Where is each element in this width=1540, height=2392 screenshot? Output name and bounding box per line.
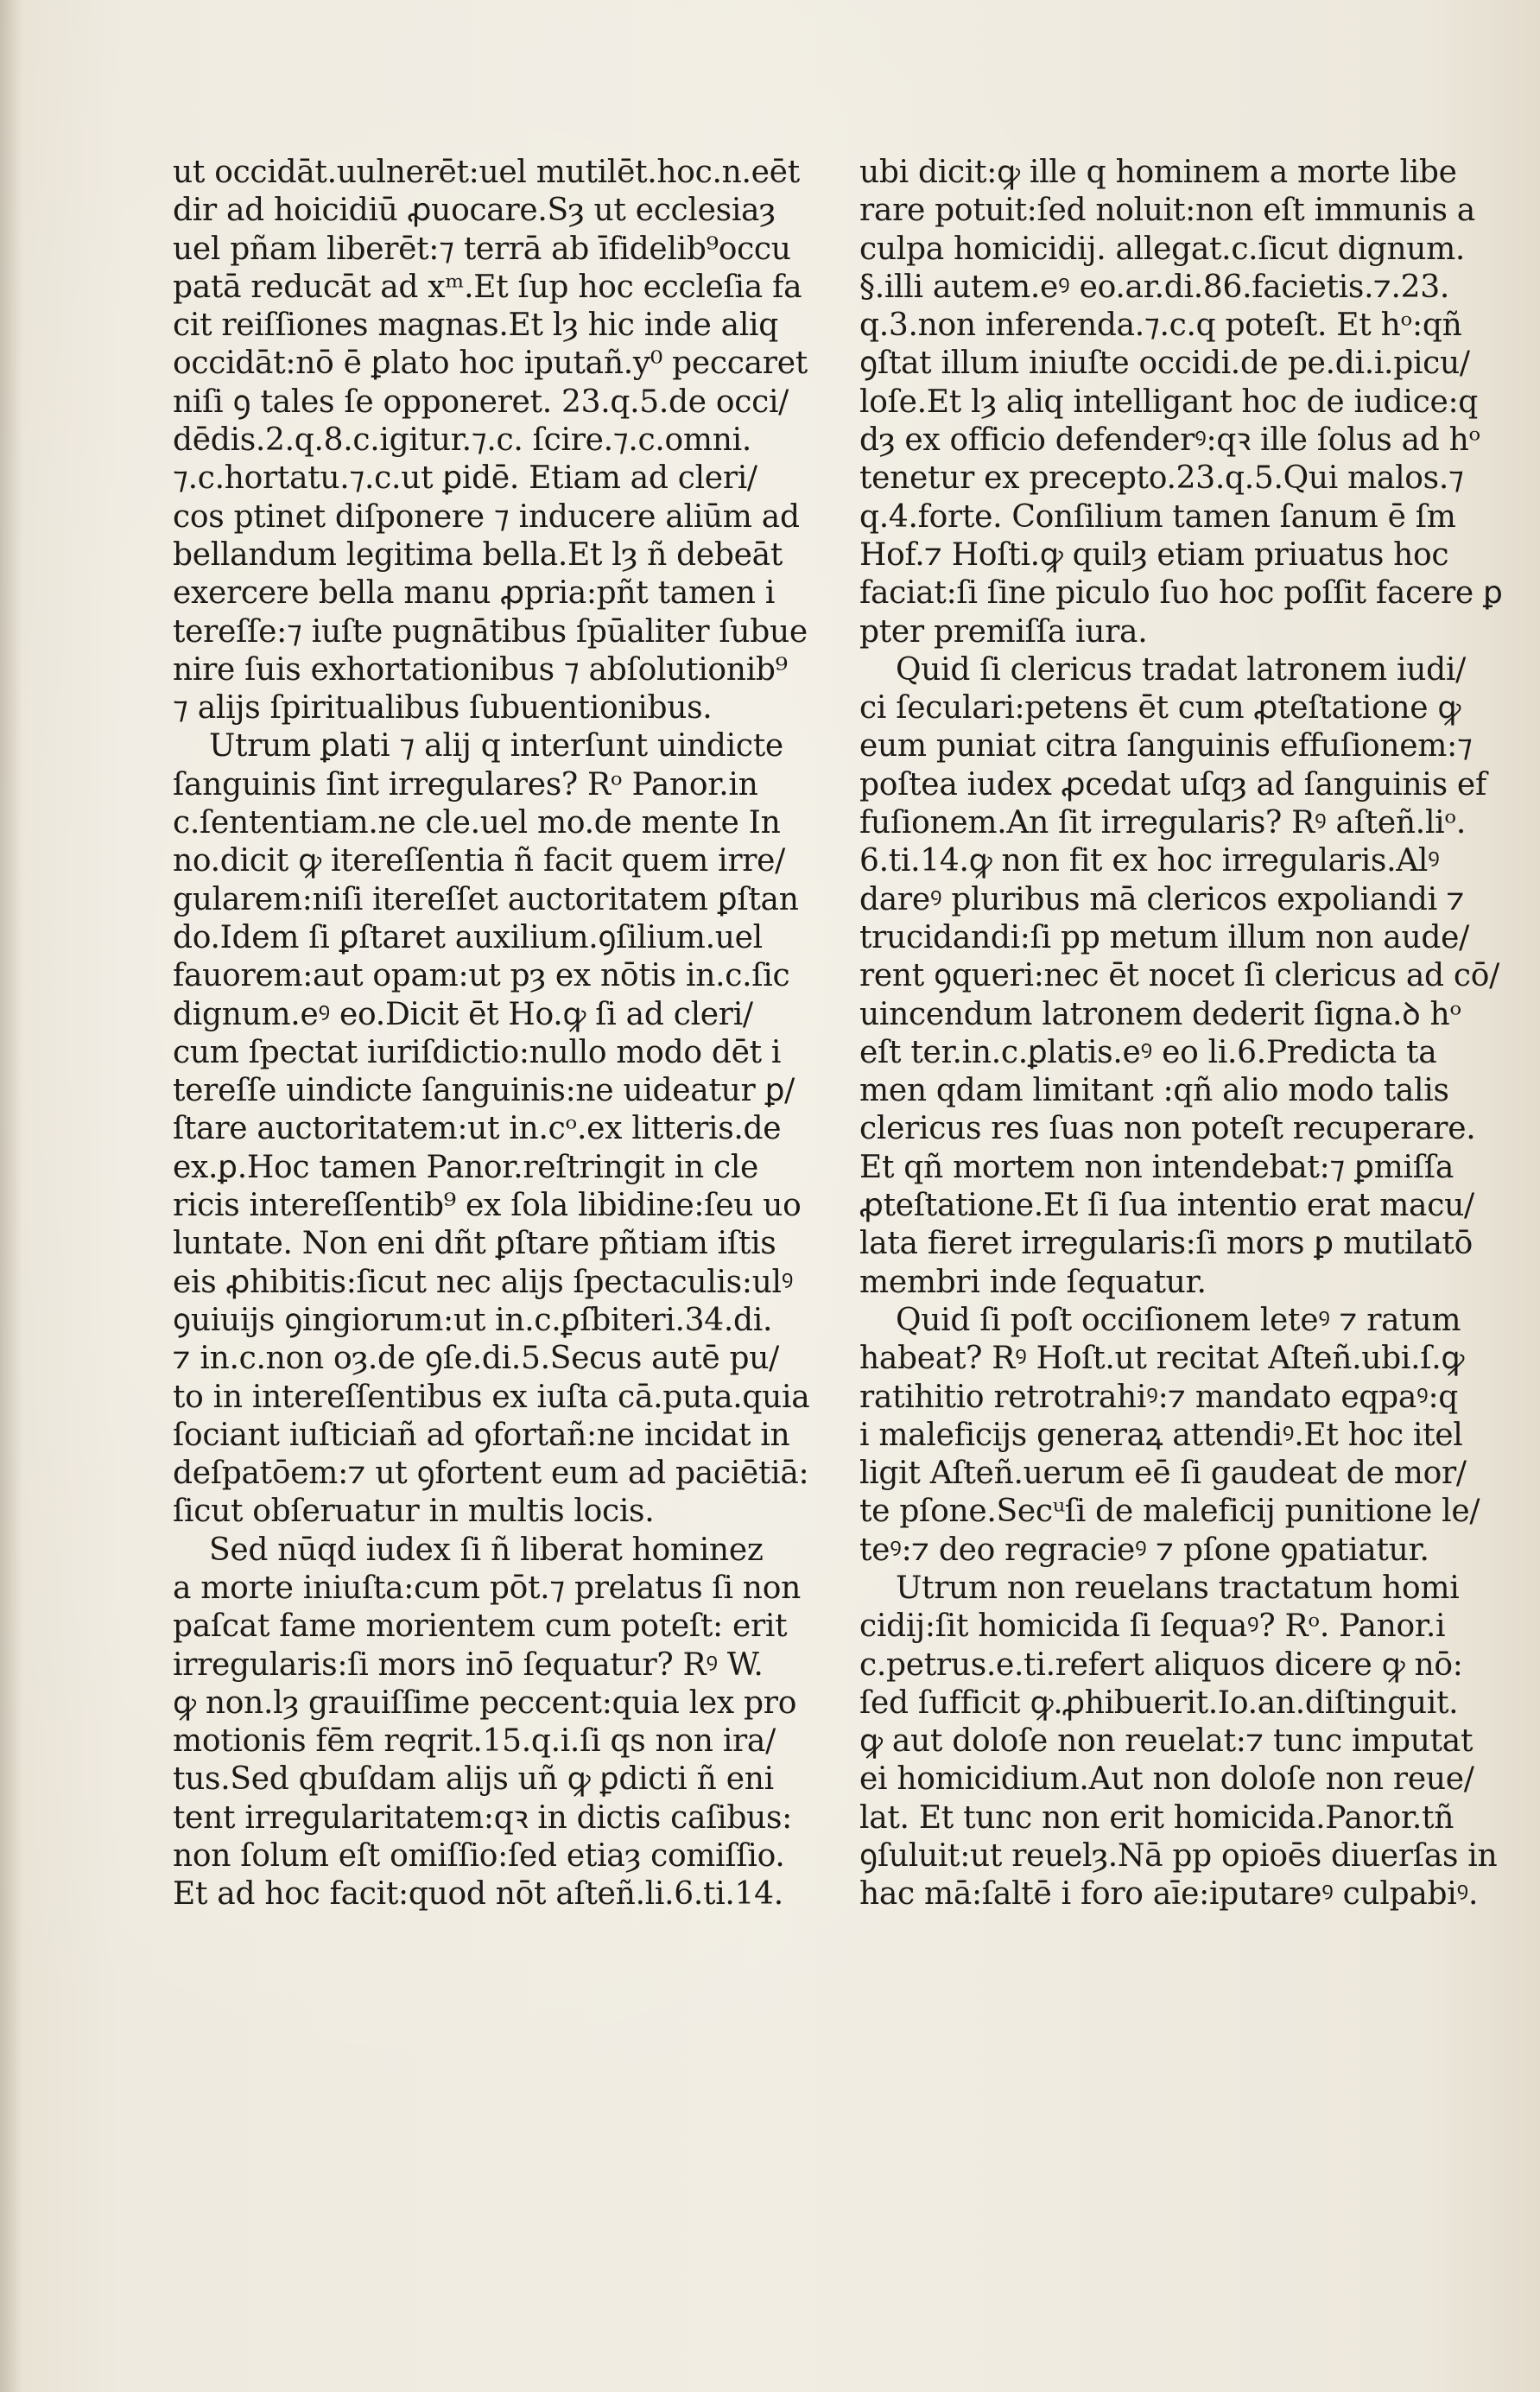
right-column-line: loſe.Et lȝ aliq intelligant hoc de iudice:q <box>859 384 1479 420</box>
right-column-line: tenetur ex precepto.23.q.5.Qui malos.⁊ <box>859 460 1464 497</box>
right-column-line: eum puniat citra ſanguinis effuſionem:⁊ <box>859 728 1473 765</box>
left-column-line: non ſolum eſt omiſſio:ſed etiaȝ comiſſio. <box>173 1838 785 1875</box>
left-column-line: cit reiſſiones magnas.Et lȝ hic inde aliq <box>173 308 779 344</box>
left-column-line: Utrum ꝑlati ⁊ alij q interſunt uindicte <box>209 728 783 765</box>
left-column-line: exercere bella manu ꝓpria:pñt tamen i <box>173 575 776 612</box>
right-column-line: c.petrus.e.ti.refert aliquos dicere ꝙ nō: <box>859 1646 1463 1683</box>
left-column-line: deſpatōem:⁊ ut ꝯfortent eum ad paciētiā: <box>173 1456 809 1492</box>
left-column-line: to in intereſſentibus ex iuſta cā.puta.quia <box>173 1379 810 1415</box>
left-column-line: do.Idem ſi ꝑſtaret auxilium.ꝯſilium.uel <box>173 919 763 955</box>
right-column-line: ratihitio retrotrahiꝰ:⁊ mandato eqpaꝰ:q <box>859 1379 1459 1415</box>
left-column-line: ſanguinis ſint irregulares? Rᵒ Panor.in <box>173 766 758 803</box>
right-column-line: trucidandi:ſi pp metum illum non aude/ <box>859 919 1469 955</box>
right-column-line: i maleficijs generaꝝ attendiꝰ.Et hoc itel <box>859 1417 1463 1453</box>
left-column-line: no.dicit ꝙ itereſſentia ñ facit quem irre/ <box>173 843 786 879</box>
right-column-line: §.illi autem.eꝰ eo.ar.di.86.facietis.⁊.23. <box>859 269 1449 305</box>
left-column-line: ricis intereſſentib⁹ ex ſola libidine:ſeu uo <box>173 1188 802 1224</box>
left-column-line: dir ad hoicidiū ꝓuocare.Sȝ ut ecclesiaȝ <box>173 193 776 229</box>
right-column-line: fuſionem.An ſit irregularis? Rꝰ aſteñ.liᵒ. <box>859 805 1467 841</box>
left-column-line: ⁊ in.c.non oȝ.de ꝯſe.di.5.Secus autē pu/ <box>173 1341 779 1377</box>
right-column-line: ci ſeculari:petens ēt cum ꝓteſtatione ꝙ <box>859 690 1461 726</box>
left-column-line: uel pñam liberēt:⁊ terrā ab īfidelib⁹occu <box>173 231 791 267</box>
right-text-column <box>859 154 1503 1914</box>
left-column-line: dēdis.2.q.8.c.igitur.⁊.c. ſcire.⁊.c.omni. <box>173 422 751 459</box>
left-column-line: tus.Sed qbuſdam alijs uñ ꝙ ꝑdicti ñ eni <box>173 1761 774 1798</box>
right-column-line: cidij:ſit homicida ſi ſequaꝰ? Rᵒ. Panor.i <box>859 1608 1446 1645</box>
left-column-line: tereſſe uindicte ſanguinis:ne uideatur ꝑ/ <box>173 1073 795 1109</box>
right-column-line: Utrum non reuelans tractatum homi <box>896 1570 1460 1606</box>
left-column-line: niſi ꝯ tales ſe opponeret. 23.q.5.de occi/ <box>173 384 789 420</box>
right-column-line: rare potuit:ſed noluit:non eſt immunis a <box>859 193 1475 229</box>
left-text-column <box>173 154 825 1914</box>
right-column-line: ligit Aſteñ.uerum eē ſi gaudeat de mor/ <box>859 1456 1467 1492</box>
left-column-line: luntate. Non eni dñt ꝑſtare pñtiam iſtis <box>173 1226 776 1262</box>
left-column-line: cum ſpectat iuriſdictio:nullo modo dēt i <box>173 1034 782 1070</box>
left-column-line: Sed nūqd iudex ſi ñ liberat hominez <box>209 1532 764 1568</box>
left-column-line: dignum.eꝰ eo.Dicit ēt Ho.ꝙ ſi ad cleri/ <box>173 996 753 1032</box>
left-column-line: gularem:niſi itereſſet auctoritatem ꝑſtan <box>173 881 799 917</box>
left-column-line: eis ꝓhibitis:ſicut nec alijs ſpectaculis:ulꝰ <box>173 1264 794 1300</box>
left-column-line: ſociant iuſticiañ ad ꝯfortañ:ne incidat in <box>173 1417 790 1453</box>
right-column-line: Et qñ mortem non intendebat:⁊ ꝑmiſſa <box>859 1149 1454 1185</box>
right-column-line: ſed ſufficit ꝙ.ꝓhibuerit.Io.an.diſtinguit. <box>859 1685 1459 1721</box>
left-column-line: ⁊.c.hortatu.⁊.c.ut ꝑidē. Etiam ad cleri/ <box>173 460 757 497</box>
left-column-line: tent irregularitatem:qꝛ in dictis caſibus: <box>173 1799 793 1836</box>
right-column-line: dȝ ex officio defenderꝰ:qꝛ ille ſolus ad hᵒ <box>859 422 1481 459</box>
left-column-line: occidāt:nō ē ꝑlato hoc iputañ.y⁰ peccaret <box>173 346 808 382</box>
right-column-line: membri inde ſequatur. <box>859 1264 1207 1300</box>
right-column-line: faciat:ſi ſine piculo ſuo hoc poſſit facere ꝑ <box>859 575 1503 612</box>
right-column-line: ꝯſuluit:ut reuelȝ.Nā pp opioēs diuerſas in <box>859 1838 1498 1875</box>
right-column-line: ꝓteſtatione.Et ſi ſua intentio erat macu/ <box>859 1188 1474 1224</box>
right-column-line: Quid ſi poſt occiſionem leteꝰ ⁊ ratum <box>896 1302 1461 1338</box>
right-column-line: Quid ſi clericus tradat latronem iudi/ <box>896 651 1466 688</box>
right-column-line: ꝯſtat illum iniuſte occidi.de pe.di.i.picu/ <box>859 346 1470 382</box>
right-column-line: pter premiſſa iura. <box>859 613 1148 650</box>
left-column-line: ſtare auctoritatem:ut in.cᵒ.ex litteris.de <box>173 1111 782 1147</box>
left-column-line: a morte iniuſta:cum pōt.⁊ prelatus ſi non <box>173 1570 801 1606</box>
left-column-line: irregularis:ſi mors inō ſequatur? Rꝰ W. <box>173 1646 764 1683</box>
right-column-line: q.4.forte. Conſilium tamen ſanum ē ſm <box>859 498 1456 535</box>
left-column-line: cos ptinet diſponere ⁊ inducere aliūm ad <box>173 498 800 535</box>
right-column-line: q.3.non inferenda.⁊.c.q poteſt. Et hᵒ:qñ <box>859 308 1462 344</box>
right-column-line: clericus res ſuas non poteſt recuperare. <box>859 1111 1476 1147</box>
left-column-line: ⁊ alijs ſpiritualibus ſubuentionibus. <box>173 690 713 726</box>
left-column-line: ſicut obſeruatur in multis locis. <box>173 1494 655 1530</box>
right-column-line: 6.ti.14.ꝙ non fit ex hoc irregularis.Alꝰ <box>859 843 1440 879</box>
right-column-line: eſt ter.in.c.ꝑlatis.eꝰ eo li.6.Predicta ta <box>859 1034 1437 1070</box>
left-column-line: c.ſententiam.ne cle.uel mo.de mente In <box>173 805 781 841</box>
left-column-line: fauorem:aut opam:ut pȝ ex nōtis in.c.ſic <box>173 958 790 994</box>
left-column-line: Et ad hoc facit:quod nōt aſteñ.li.6.ti.14. <box>173 1876 783 1913</box>
right-column-line: ꝙ aut doloſe non reuelat:⁊ tunc imputat <box>859 1723 1473 1760</box>
right-column-line: culpa homicidij. allegat.c.ſicut dignum. <box>859 231 1466 267</box>
right-column-line: lat. Et tunc non erit homicida.Panor.tñ <box>859 1799 1454 1836</box>
left-column-line: paſcat fame morientem cum poteſt: erit <box>173 1608 788 1645</box>
right-column-line: ubi dicit:ꝙ ille q hominem a morte libe <box>859 155 1457 190</box>
right-column-line: rent ꝯqueri:nec ēt nocet ſi clericus ad cō/ <box>859 958 1499 994</box>
left-column-line: ꝙ non.lȝ grauiſſime peccent:quia lex pro <box>173 1685 797 1721</box>
left-column-line: nire ſuis exhortationibus ⁊ abſolutionib⁹ <box>173 651 788 688</box>
left-column-line: ꝯuiuijs ꝯingiorum:ut in.c.ꝑſbiteri.34.di. <box>173 1302 773 1338</box>
right-column-line: habeat? Rꝰ Hoſt.ut recitat Aſteñ.ubi.ſ.ꝙ <box>859 1341 1465 1377</box>
left-column-line: ex.ꝑ.Hoc tamen Panor.reſtringit in cle <box>173 1149 759 1185</box>
left-column-line: motionis fēm reqrit.15.q.i.ſi qs non ira/ <box>173 1723 776 1760</box>
right-column-line: te pſone.Secᵘſi de maleficij punitione le/ <box>859 1494 1480 1530</box>
right-column-line: uincendum latronem dederit ſigna.ꝺ hᵒ <box>859 996 1462 1032</box>
left-column-line: ut occidāt.uulnerēt:uel mutilēt.hoc.n.eēt <box>173 155 800 190</box>
left-column-line: patā reducāt ad xᵐ.Et ſup hoc eccleſia fa <box>173 269 802 305</box>
right-column-line: men qdam limitant :qñ alio modo talis <box>859 1073 1449 1109</box>
right-column-line: Hof.⁊ Hoſti.ꝙ quilȝ etiam priuatus hoc <box>859 536 1449 573</box>
right-column-line: ei homicidium.Aut non doloſe non reue/ <box>859 1761 1474 1798</box>
left-column-line: bellandum legitima bella.Et lȝ ñ debeāt <box>173 536 783 573</box>
right-column-line: dareꝰ pluribus mā clericos expoliandi ⁊ <box>859 881 1465 917</box>
right-column-line: hac mā:ſaltē i foro aīe:iputareꝰ culpabiꝰ. <box>859 1876 1479 1913</box>
right-column-line: teꝰ:⁊ deo regracieꝰ ⁊ pſone ꝯpatiatur. <box>859 1532 1429 1568</box>
right-column-line: lata fieret irregularis:ſi mors ꝑ mutilatō <box>859 1226 1473 1262</box>
right-column-line: poſtea iudex ꝓcedat uſqȝ ad ſanguinis ef <box>859 766 1486 803</box>
left-column-line: tereſſe:⁊ iuſte pugnātibus ſpūaliter ſubue <box>173 613 808 650</box>
